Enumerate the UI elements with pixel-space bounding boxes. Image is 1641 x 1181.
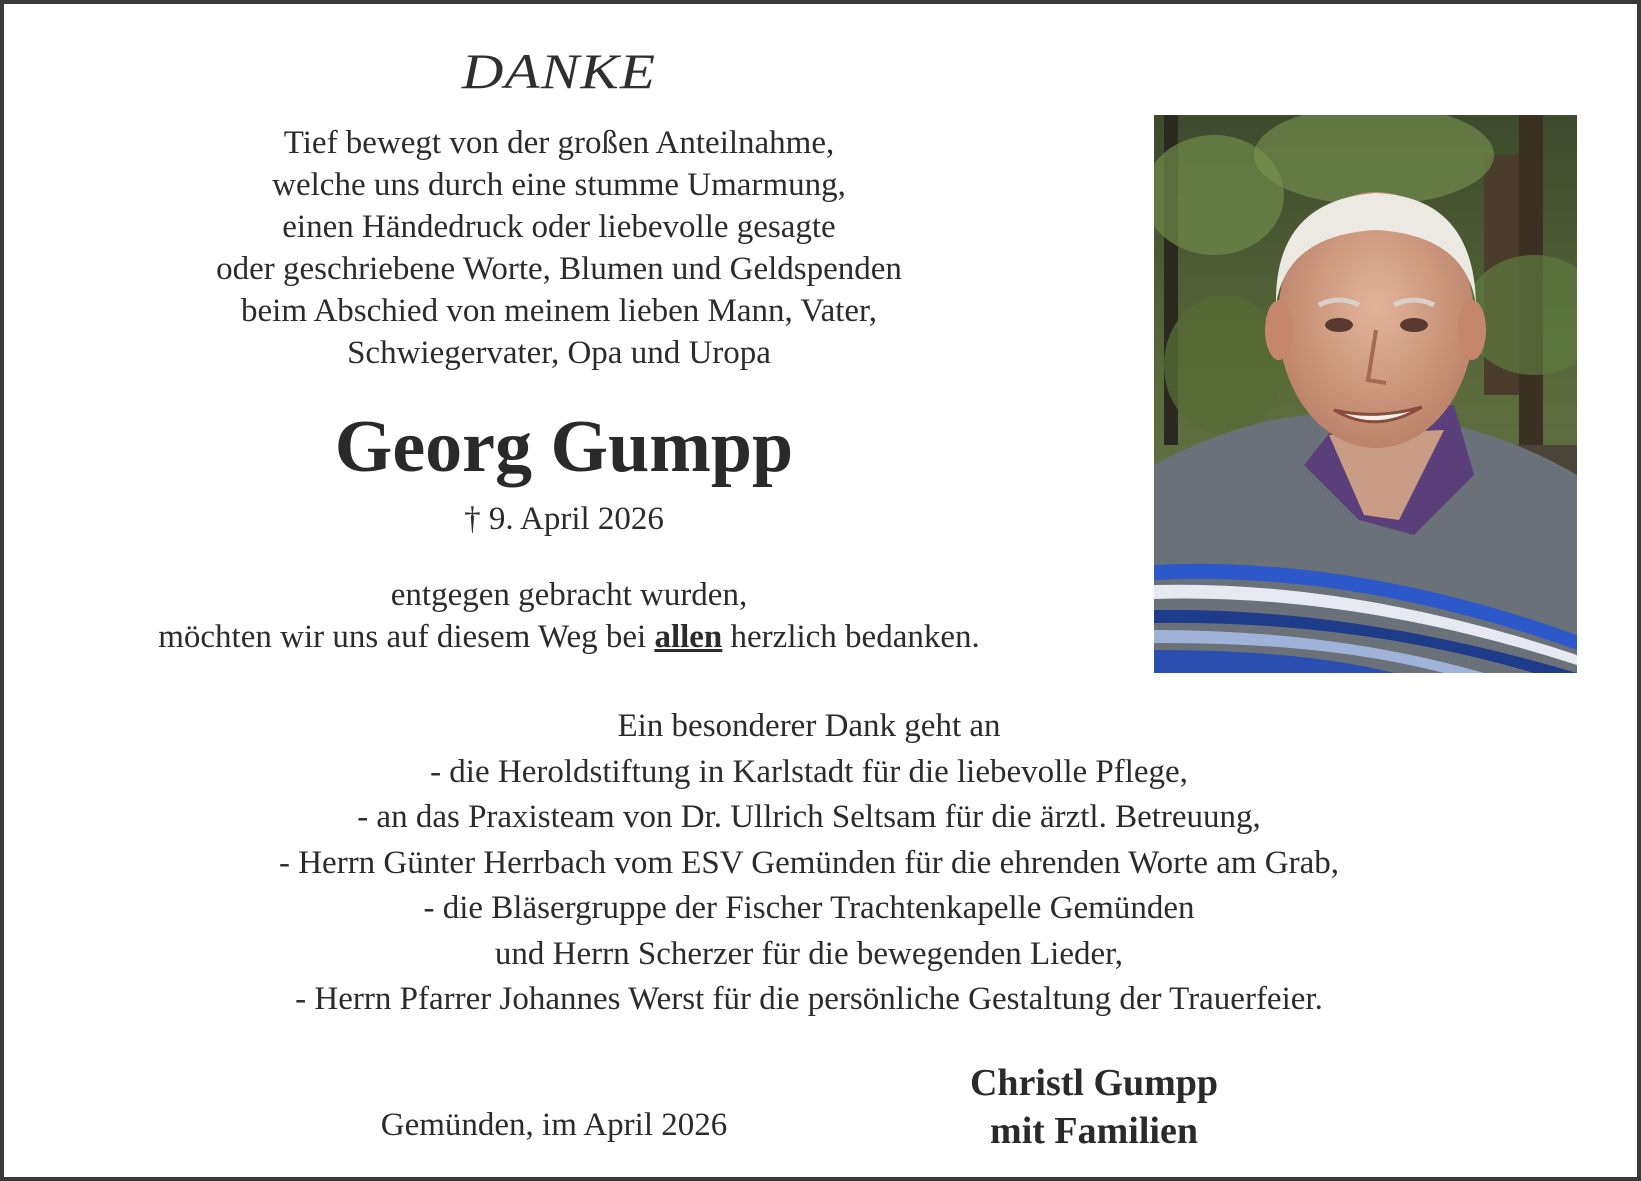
intro-line: oder geschriebene Worte, Blumen und Geldspenden xyxy=(216,251,902,287)
special-thanks xyxy=(124,704,1494,1023)
heading: DANKE xyxy=(461,43,657,99)
signature-name: Christl Gumpp xyxy=(969,1062,1219,1104)
special-thanks-line: - Herrn Günter Herrbach vom ESV Gemünden für die ehrenden Worte am Grab, xyxy=(278,844,1339,881)
special-thanks-line: - die Bläsergruppe der Fischer Trachtenkapelle Gemünden xyxy=(423,890,1195,926)
special-thanks-line: - Herrn Pfarrer Johannes Werst für die persönliche Gestaltung der Trauerfeier. xyxy=(295,981,1323,1017)
thanks-line xyxy=(64,616,1074,658)
intro-line: Tief bewegt von der großen Anteilnahme, xyxy=(283,125,835,161)
special-thanks-line: - an das Praxisteam von Dr. Ullrich Seltsam für die ärztl. Betreuung, xyxy=(357,799,1261,835)
thanks-emphasis: allen xyxy=(654,619,723,655)
special-thanks-line: - die Heroldstiftung in Karlstadt für die liebevolle Pflege, xyxy=(430,753,1188,790)
signature-family: mit Familien xyxy=(990,1110,1198,1152)
special-thanks-line: Ein besonderer Dank geht an xyxy=(617,708,1001,744)
thanks-text xyxy=(64,574,1074,658)
thanks-text-after: herzlich bedanken. xyxy=(722,619,980,655)
intro-line: welche uns durch eine stumme Umarmung, xyxy=(272,167,846,203)
special-thanks-line: und Herrn Scherzer für die bewegenden Lieder, xyxy=(494,935,1124,972)
portrait-illustration xyxy=(1154,115,1577,673)
thanks-line: entgegen gebracht wurden, xyxy=(390,577,748,613)
deceased-name: Georg Gumpp xyxy=(334,406,794,488)
death-date: † 9. April 2026 xyxy=(464,501,664,537)
place-date: Gemünden, im April 2026 xyxy=(380,1107,728,1143)
intro-text xyxy=(104,122,1014,374)
intro-line: Schwiegervater, Opa und Uropa xyxy=(347,335,771,371)
portrait-photo xyxy=(1154,115,1577,673)
signature xyxy=(894,1059,1294,1155)
intro-line: beim Abschied von meinem lieben Mann, Vater, xyxy=(241,293,877,329)
intro-line: einen Händedruck oder liebevolle gesagte xyxy=(282,209,836,245)
thanks-text-before: möchten wir uns auf diesem Weg bei xyxy=(158,619,655,655)
